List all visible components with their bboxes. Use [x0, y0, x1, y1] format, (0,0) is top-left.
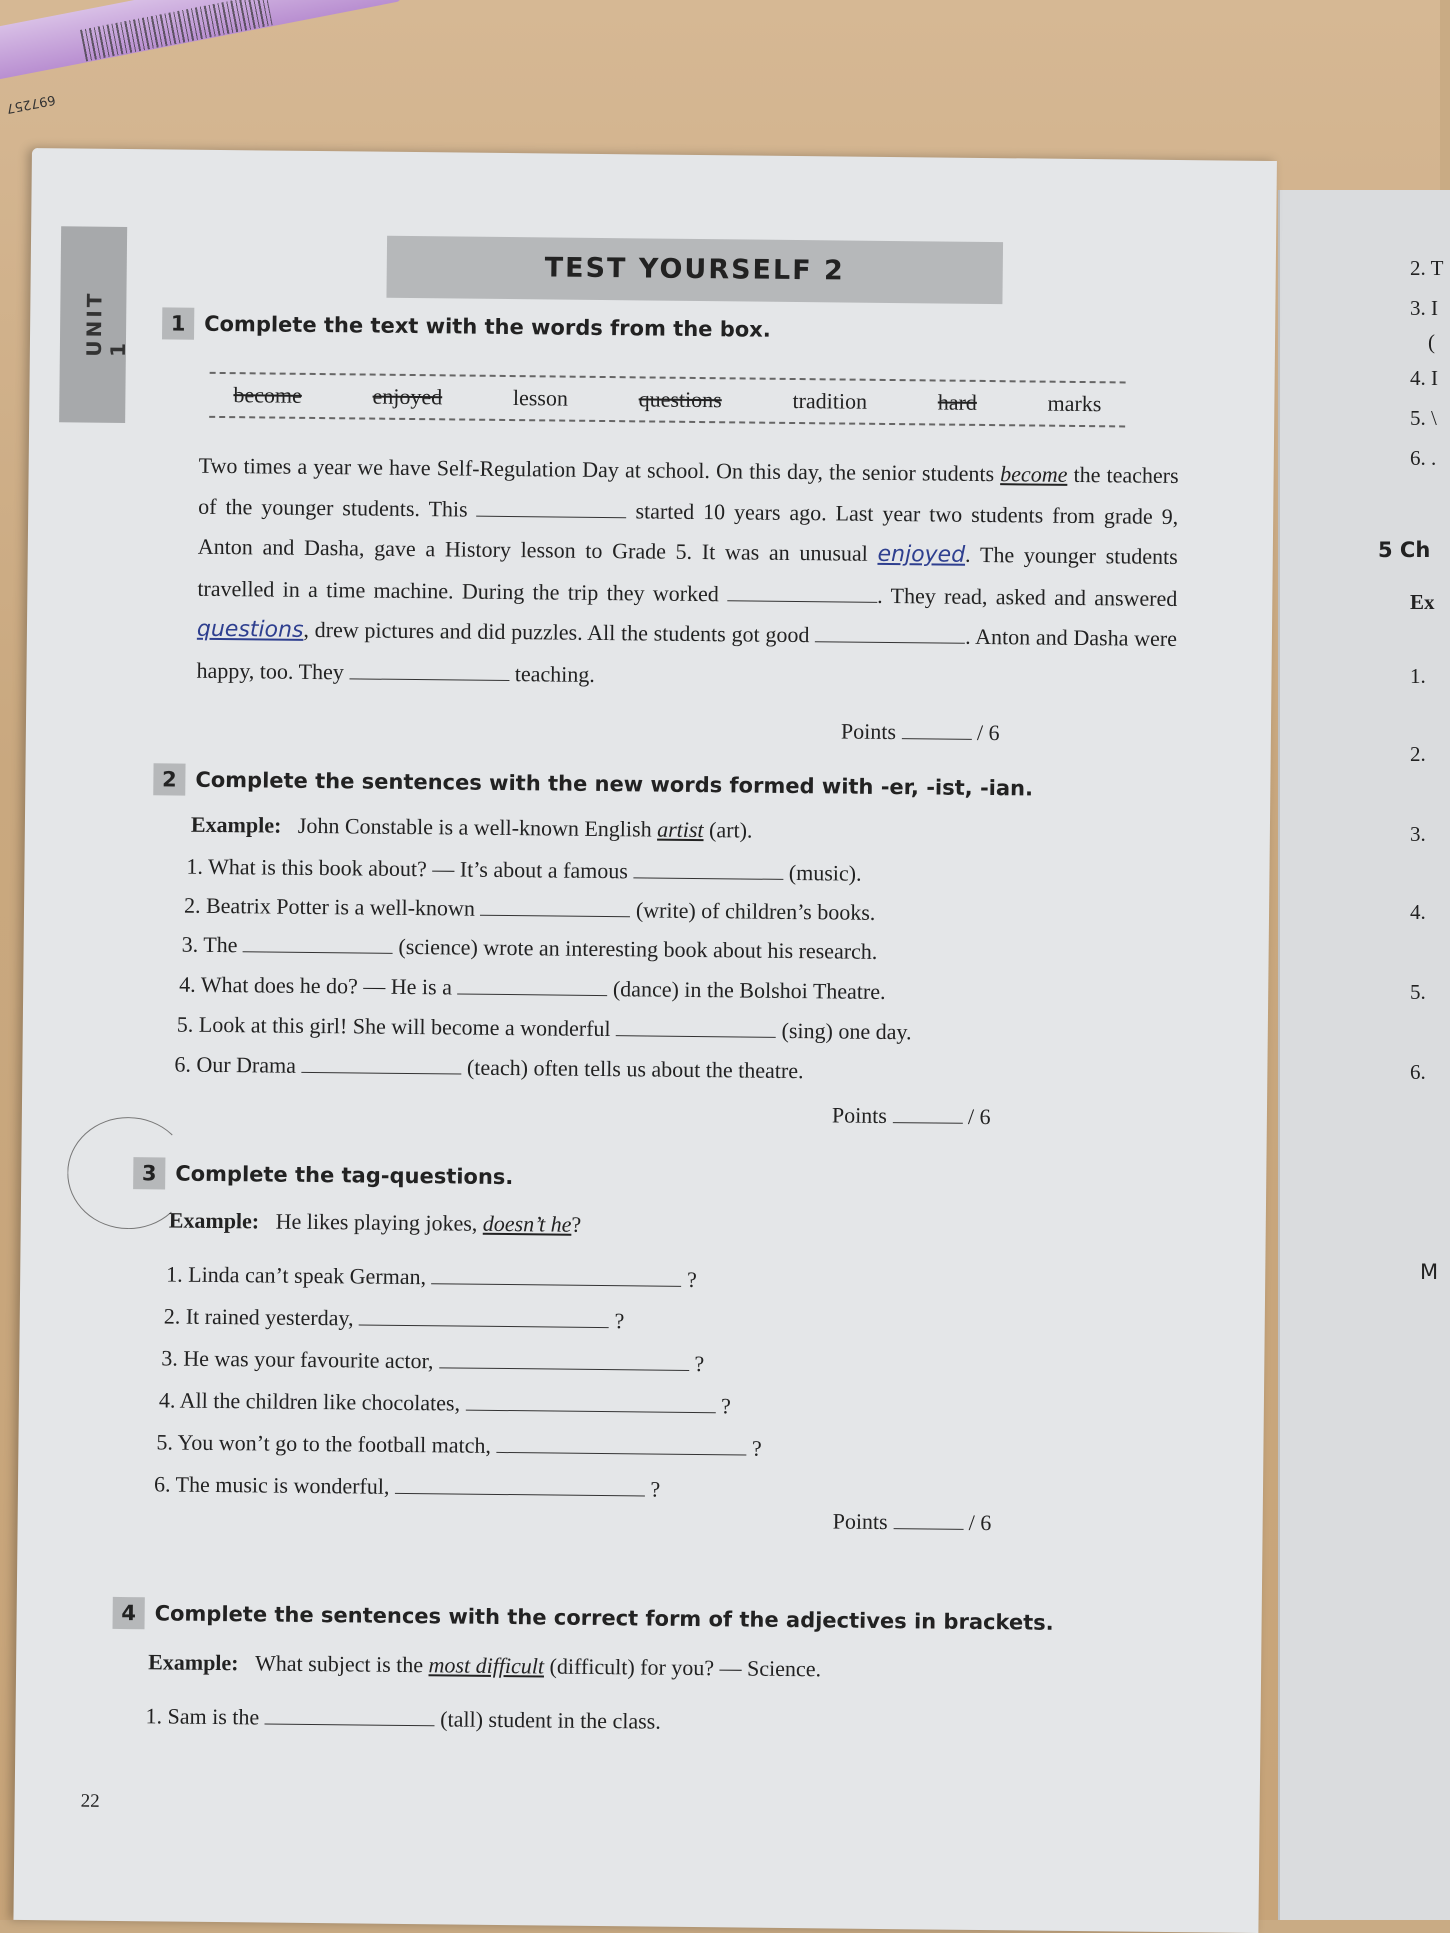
unit-tab	[59, 226, 130, 423]
example-word: most difficult	[428, 1652, 545, 1679]
task1-heading-text: Complete the text with the words from the box.	[204, 311, 771, 342]
right-page-line: Ex	[1410, 590, 1435, 614]
task2-item	[174, 1052, 803, 1085]
answer-blank[interactable]	[727, 582, 877, 603]
item-text: ?	[688, 1350, 705, 1377]
word-box-item: become	[233, 382, 302, 408]
item-text: (sing) one day.	[775, 1017, 912, 1045]
right-page-line: 5.	[1410, 980, 1426, 1004]
item-text: 5. You won’t go to the football match,	[156, 1429, 497, 1458]
example-text: What subject is the	[254, 1650, 429, 1678]
answer-blank[interactable]	[480, 897, 630, 918]
example-label: Example:	[148, 1649, 239, 1676]
points-total: / 6	[967, 1103, 991, 1130]
right-page-line: M	[1420, 1260, 1439, 1284]
word-box-item: hard	[937, 389, 978, 415]
answer-blank[interactable]	[243, 933, 393, 954]
task1-text-part: Two times a year we have Self-Regulation Day at school. On this day, the senior students	[198, 452, 995, 487]
task3-item	[159, 1387, 731, 1419]
task2-item	[184, 893, 876, 926]
answer-blank[interactable]	[349, 660, 509, 681]
task1-text-part: started 10 years ago. Last year two students from grade 9, Anton and Dasha, gave a History lesson to Grade 5. It was an unusual	[197, 497, 1179, 566]
page-title: TEST YOURSELF 2	[386, 236, 1003, 304]
right-page-line: 4. I	[1410, 366, 1438, 390]
task1-points	[841, 719, 1000, 747]
answer-blank[interactable]	[496, 1434, 746, 1456]
item-text: (tall) student in the class.	[434, 1706, 661, 1734]
task3-heading-text: Complete the tag-questions.	[175, 1161, 514, 1190]
answer-blank[interactable]	[265, 1706, 435, 1727]
task1-text	[196, 446, 1179, 701]
task1-text-part: teaching.	[509, 660, 595, 687]
points-total: / 6	[976, 719, 1000, 746]
task3-item	[156, 1429, 761, 1461]
task2-item	[182, 932, 878, 965]
points-label: Points	[840, 718, 897, 745]
item-text: ?	[644, 1476, 661, 1502]
task1-text-part: , drew pictures and did puzzles. All the students got good	[303, 616, 816, 648]
item-text: 2. It rained yesterday,	[163, 1303, 360, 1331]
points-label: Points	[832, 1508, 888, 1535]
task1-text-part: . They read, asked and answered	[877, 582, 1178, 611]
example-text: ?	[571, 1211, 582, 1237]
item-text: 4. All the children like chocolates,	[158, 1387, 466, 1416]
handwritten-answer: questions	[196, 616, 304, 643]
answer-blank[interactable]	[301, 1054, 461, 1075]
answer-blank[interactable]	[359, 1306, 609, 1328]
example-label: Example:	[168, 1207, 260, 1234]
handwritten-answer: enjoyed	[877, 541, 966, 568]
item-text: (dance) in the Bolshoi Theatre.	[607, 976, 886, 1004]
item-text: 3. He was your favourite actor,	[161, 1345, 440, 1374]
example-word: artist	[657, 816, 704, 843]
item-text: 1. What is this book about? — It’s about a famous	[186, 853, 634, 884]
points-blank[interactable]	[892, 1104, 962, 1124]
word-box-item: tradition	[792, 387, 868, 414]
task4-heading	[112, 1597, 1053, 1639]
example-label: Example:	[190, 811, 282, 838]
answer-blank[interactable]	[395, 1475, 645, 1497]
right-page-line: 6. .	[1410, 446, 1437, 470]
page-number: 22	[80, 1790, 100, 1812]
example-text: He likes playing jokes,	[275, 1208, 483, 1236]
task4-number: 4	[112, 1597, 144, 1629]
right-page	[1278, 190, 1450, 1920]
task3-example	[169, 1207, 582, 1237]
points-label: Points	[831, 1102, 888, 1129]
right-page-line: 6.	[1410, 1060, 1426, 1084]
example-text: (art).	[703, 817, 753, 843]
answer-blank[interactable]	[431, 1265, 681, 1287]
task3-item	[154, 1471, 660, 1502]
task1-text-part: . Anton and Dasha were happy, too. They	[196, 623, 1178, 684]
task2-example	[191, 812, 753, 844]
item-text: ?	[715, 1393, 731, 1419]
points-blank[interactable]	[893, 1510, 963, 1530]
right-page-line: 3.	[1410, 822, 1426, 846]
item-text: (music).	[783, 859, 862, 886]
task2-item	[186, 854, 861, 887]
right-page-line: 1.	[1410, 664, 1426, 688]
right-page-line: (	[1428, 330, 1435, 354]
item-text: 6. Our Drama	[174, 1051, 302, 1078]
item-text: 2. Beatrix Potter is a well-known	[183, 892, 481, 921]
item-text: 1. Linda can’t speak German,	[166, 1261, 432, 1290]
task2-number: 2	[153, 763, 185, 795]
unit-label: UNIT 1	[81, 290, 130, 358]
item-text: ?	[746, 1435, 762, 1461]
item-text: 4. What does he do? — He is a	[179, 971, 458, 1000]
task3-points	[833, 1508, 992, 1536]
answer-blank[interactable]	[477, 497, 627, 518]
answer-blank[interactable]	[439, 1349, 689, 1371]
answer-blank[interactable]	[815, 623, 965, 644]
right-page-line: 2.	[1410, 742, 1426, 766]
task1-heading	[162, 307, 771, 345]
points-blank[interactable]	[901, 720, 971, 740]
task2-item	[179, 972, 886, 1005]
example-text: John Constable is a well-known English	[297, 812, 658, 842]
right-page-line: 3. I	[1410, 296, 1438, 320]
task3-item	[166, 1261, 697, 1293]
task1-number: 1	[162, 307, 194, 339]
item-text: ?	[681, 1266, 697, 1293]
answer-blank[interactable]	[616, 1017, 776, 1038]
answer-blank[interactable]	[633, 859, 783, 880]
item-text: (teach) often tells us about the theatre.	[461, 1054, 804, 1084]
points-total: / 6	[968, 1509, 992, 1536]
word-box-item: marks	[1047, 390, 1102, 417]
answer-blank[interactable]	[457, 976, 607, 997]
word-box	[209, 372, 1125, 428]
task2-heading	[153, 763, 1033, 804]
task4-example	[148, 1649, 821, 1682]
task3-number: 3	[133, 1157, 165, 1189]
item-text: 1. Sam is the	[145, 1703, 265, 1730]
task1-example-word: become	[1000, 461, 1068, 487]
right-page-line: 5. \	[1410, 406, 1437, 430]
task3-heading	[133, 1157, 513, 1193]
right-page-task5: 5 Ch	[1378, 538, 1431, 562]
word-box-item: lesson	[512, 385, 569, 411]
word-box-item: questions	[638, 386, 722, 413]
task1-text-part: the teachers of the younger students. This	[198, 461, 1179, 522]
task4-item	[145, 1703, 660, 1734]
example-word: doesn’t he	[482, 1210, 572, 1237]
right-page-line: 2. T	[1410, 256, 1444, 280]
barcode-number: 697257	[5, 91, 57, 116]
task2-heading-text: Complete the sentences with the new words formed with -er, -ist, -ian.	[195, 767, 1034, 801]
workbook-page	[13, 148, 1276, 1933]
task2-item	[177, 1012, 912, 1046]
item-text: 3. The	[181, 931, 244, 958]
item-text: 5. Look at this girl! She will become a wonderful	[176, 1011, 617, 1042]
item-text: (science) wrote an interesting book about his research.	[392, 933, 878, 964]
example-text: (difficult) for you? — Science.	[543, 1653, 822, 1682]
right-page-line: 4.	[1410, 900, 1426, 924]
item-text: 6. The music is wonderful,	[153, 1471, 396, 1499]
task2-points	[832, 1102, 991, 1130]
task3-item	[164, 1303, 625, 1334]
task1-text-part: . The younger students travelled in a time machine. During the trip they worked	[197, 541, 1178, 606]
item-text: (write) of children’s books.	[630, 897, 876, 925]
task3-item	[161, 1345, 704, 1377]
word-box-item: enjoyed	[372, 383, 443, 410]
task4-heading-text: Complete the sentences with the correct form of the adjectives in brackets.	[154, 1601, 1054, 1635]
item-text: ?	[608, 1308, 625, 1334]
answer-blank[interactable]	[466, 1392, 716, 1414]
